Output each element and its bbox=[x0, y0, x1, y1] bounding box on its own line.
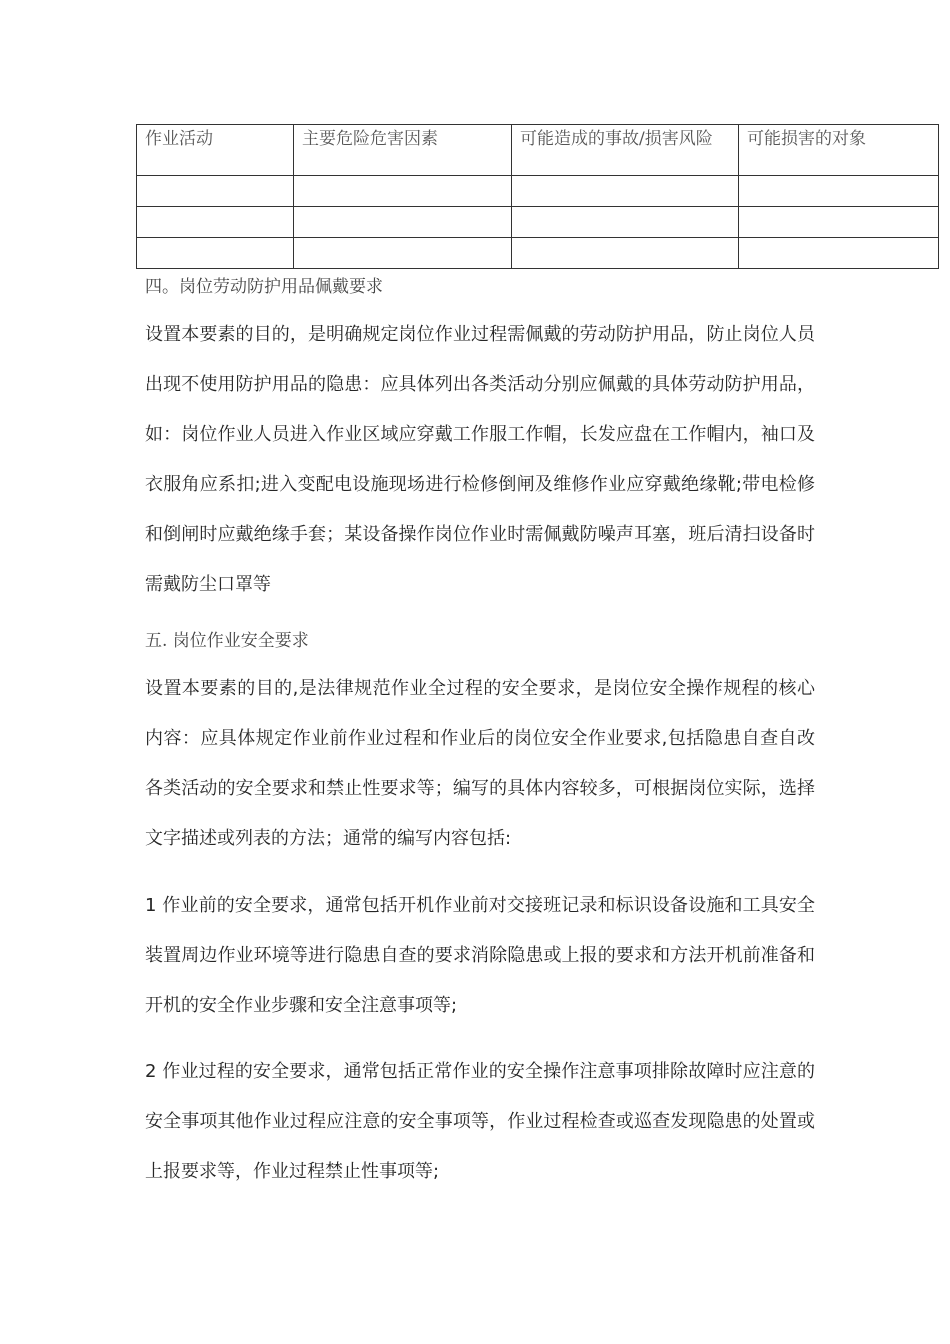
section-4-paragraph: 设置本要素的目的，是明确规定岗位作业过程需佩戴的劳动防护用品，防止岗位人员出现不使用防护用品的隐患：应具体列出各类活动分别应佩戴的具体劳动防护用品，如：岗位作业人员进入作业区域应穿戴工作服工作帽，长发应盘在工作帽内，袖口及衣服角应系扣;进入变配电设施现场进行检修倒闸及维修作业应穿戴绝缘靴;带电检修和倒闸时应戴绝缘手套；某设备操作岗位作业时需佩戴防噪声耳塞，班后清扫设备时需戴防尘口罩等 bbox=[145, 324, 815, 595]
table-cell bbox=[137, 176, 294, 207]
section-5-item-1: 1 作业前的安全要求，通常包括开机作业前对交接班记录和标识设备设施和工具安全装置周边作业环境等进行隐患自查的要求消除隐患或上报的要求和方法开机前准备和开机的安全作业步骤和安全注意事项等; bbox=[145, 895, 815, 1016]
table-cell bbox=[294, 176, 512, 207]
section-4-heading: 四。岗位劳动防护用品佩戴要求 bbox=[145, 277, 383, 297]
table-cell bbox=[294, 238, 512, 269]
section-5-heading: 五. 岗位作业安全要求 bbox=[145, 631, 309, 651]
table-cell bbox=[739, 176, 939, 207]
table-cell bbox=[739, 238, 939, 269]
header-cell-hazard-factors: 主要危险危害因素 bbox=[294, 125, 512, 176]
header-cell-affected-objects: 可能损害的对象 bbox=[739, 125, 939, 176]
table-cell bbox=[137, 207, 294, 238]
table-cell bbox=[739, 207, 939, 238]
section-5-item-2: 2 作业过程的安全要求，通常包括正常作业的安全操作注意事项排除故障时应注意的安全事项其他作业过程应注意的安全事项等，作业过程检查或巡查发现隐患的处置或上报要求等，作业过程禁止性事项等; bbox=[145, 1061, 815, 1182]
table-cell bbox=[512, 238, 739, 269]
table-cell bbox=[294, 207, 512, 238]
table-cell bbox=[512, 207, 739, 238]
section-5-paragraph: 设置本要素的目的,是法律规范作业全过程的安全要求，是岗位安全操作规程的核心内容：应具体规定作业前作业过程和作业后的岗位安全作业要求,包括隐患自查自改各类活动的安全要求和禁止性要求等；编写的具体内容较多，可根据岗位实际，选择文字描述或列表的方法；通常的编写内容包括: bbox=[145, 678, 815, 849]
table-header-row bbox=[137, 125, 939, 176]
table-row bbox=[137, 238, 939, 269]
header-cell-activity: 作业活动 bbox=[137, 125, 294, 176]
table-row bbox=[137, 176, 939, 207]
hazard-table bbox=[136, 124, 939, 269]
header-cell-accident-risk: 可能造成的事故/损害风险 bbox=[512, 125, 739, 176]
table-cell bbox=[137, 238, 294, 269]
table-row bbox=[137, 207, 939, 238]
table-cell bbox=[512, 176, 739, 207]
